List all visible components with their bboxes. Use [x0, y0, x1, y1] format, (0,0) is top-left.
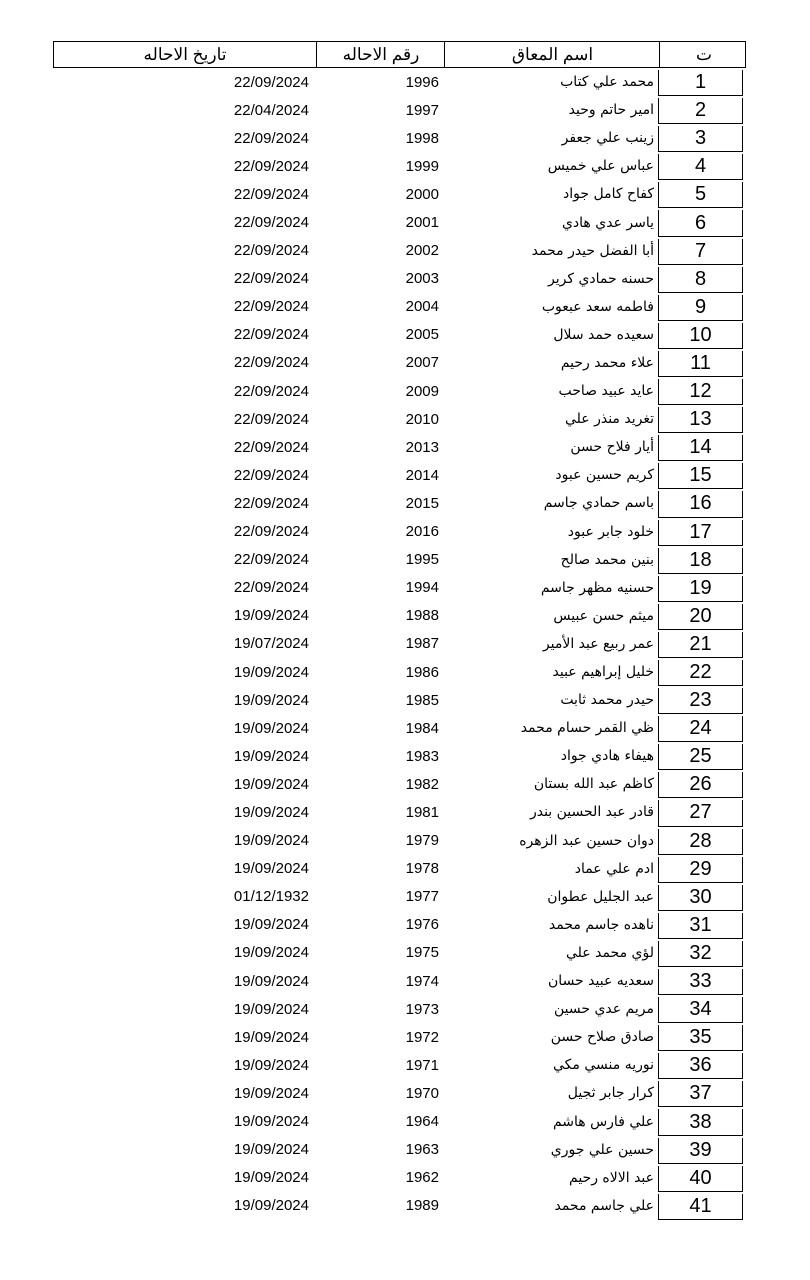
table-row: [53, 321, 746, 349]
row-index: 26: [658, 772, 743, 798]
table-row: [53, 405, 746, 433]
row-referral-date: 22/09/2024: [233, 494, 309, 512]
row-index: 9: [658, 295, 743, 321]
row-referral-date: 22/09/2024: [233, 438, 309, 456]
row-referral-number: 2007: [405, 354, 439, 372]
row-disabled-name: دوان حسين عبد الزهره: [519, 832, 654, 849]
row-index: 25: [658, 744, 743, 770]
row-disabled-name: عمر ربيع عبد الأمير: [542, 635, 654, 652]
table-row: [53, 630, 746, 658]
row-referral-number: 1979: [405, 832, 439, 850]
row-disabled-name: كريم حسين عبود: [555, 467, 654, 484]
row-referral-number: 1999: [405, 157, 439, 175]
referral-table: [53, 41, 746, 1220]
row-referral-number: 1989: [405, 1197, 439, 1215]
row-referral-number: 1996: [405, 73, 439, 91]
row-index: 13: [658, 407, 743, 433]
row-disabled-name: خلود جابر عبود: [567, 523, 654, 540]
row-index: 27: [658, 800, 743, 826]
row-referral-number: 1970: [405, 1084, 439, 1102]
row-index: 4: [658, 154, 743, 180]
table-row: [53, 1136, 746, 1164]
row-index: 2: [658, 98, 743, 124]
row-disabled-name: أيار فلاح حسن: [570, 439, 654, 456]
header-referral-date: تاريخ الاحاله: [143, 44, 227, 64]
row-referral-date: 22/09/2024: [233, 214, 309, 232]
table-row: [53, 686, 746, 714]
row-referral-date: 19/09/2024: [233, 1000, 309, 1018]
row-referral-number: 1977: [405, 888, 439, 906]
row-referral-date: 19/09/2024: [233, 775, 309, 793]
row-index: 40: [658, 1166, 743, 1192]
row-disabled-name: فاطمه سعد عبعوب: [541, 298, 654, 315]
row-referral-number: 2005: [405, 326, 439, 344]
row-disabled-name: سعيده حمد سلال: [553, 326, 654, 343]
row-disabled-name: حيدر محمد ثابت: [560, 692, 654, 709]
table-row: [53, 1164, 746, 1192]
row-referral-number: 2004: [405, 298, 439, 316]
table-row: [53, 1192, 746, 1220]
row-referral-date: 19/09/2024: [233, 916, 309, 934]
row-referral-date: 22/09/2024: [233, 242, 309, 260]
table-row: [53, 489, 746, 517]
table-row: [53, 658, 746, 686]
row-disabled-name: ميثم حسن عبيس: [553, 607, 654, 624]
row-referral-number: 1995: [405, 551, 439, 569]
row-disabled-name: صادق صلاح حسن: [550, 1029, 654, 1046]
row-index: 24: [658, 716, 743, 742]
table-row: [53, 293, 746, 321]
row-referral-number: 1998: [405, 129, 439, 147]
table-row: [53, 208, 746, 236]
row-disabled-name: علي فارس هاشم: [552, 1113, 654, 1130]
row-referral-date: 19/09/2024: [233, 1169, 309, 1187]
row-referral-date: 22/09/2024: [233, 270, 309, 288]
row-referral-date: 22/09/2024: [233, 73, 309, 91]
row-referral-number: 1986: [405, 663, 439, 681]
row-index: 41: [658, 1194, 743, 1220]
row-referral-date: 19/09/2024: [233, 832, 309, 850]
row-disabled-name: قادر عبد الحسين بندر: [529, 804, 654, 821]
row-referral-date: 22/09/2024: [233, 157, 309, 175]
row-index: 36: [658, 1053, 743, 1079]
row-index: 35: [658, 1025, 743, 1051]
table-row: [53, 265, 746, 293]
row-disabled-name: ادم علي عماد: [574, 860, 654, 877]
table-row: [53, 967, 746, 995]
table-row: [53, 883, 746, 911]
row-index: 34: [658, 997, 743, 1023]
row-index: 17: [658, 520, 743, 546]
row-referral-date: 01/12/1932: [233, 888, 309, 906]
row-disabled-name: عباس علي خميس: [547, 158, 654, 175]
row-referral-date: 19/09/2024: [233, 747, 309, 765]
row-index: 38: [658, 1109, 743, 1135]
row-referral-number: 2003: [405, 270, 439, 288]
row-referral-date: 22/09/2024: [233, 326, 309, 344]
row-index: 12: [658, 379, 743, 405]
header-disabled-name: اسم المعاق: [444, 42, 660, 67]
row-referral-number: 2002: [405, 242, 439, 260]
table-row: [53, 96, 746, 124]
row-referral-number: 1974: [405, 972, 439, 990]
row-referral-date: 19/09/2024: [233, 1141, 309, 1159]
table-row: [53, 714, 746, 742]
row-index: 7: [658, 239, 743, 265]
row-index: 11: [658, 351, 743, 377]
row-disabled-name: عبد الجليل عطوان: [547, 888, 654, 905]
row-disabled-name: نوريه منسي مكي: [553, 1057, 654, 1074]
row-index: 6: [658, 210, 743, 236]
row-referral-number: 2015: [405, 494, 439, 512]
row-referral-number: 2009: [405, 382, 439, 400]
row-referral-date: 22/09/2024: [233, 551, 309, 569]
row-index: 32: [658, 941, 743, 967]
row-referral-number: 1987: [405, 635, 439, 653]
row-index: 3: [658, 126, 743, 152]
row-index: 29: [658, 857, 743, 883]
row-index: 23: [658, 688, 743, 714]
row-index: 30: [658, 885, 743, 911]
row-disabled-name: حسنيه مظهر جاسم: [540, 579, 654, 596]
table-row: [53, 770, 746, 798]
row-referral-date: 19/09/2024: [233, 1084, 309, 1102]
row-referral-number: 1972: [405, 1028, 439, 1046]
row-referral-number: 1988: [405, 607, 439, 625]
row-referral-date: 22/04/2024: [233, 101, 309, 119]
table-row: [53, 180, 746, 208]
row-referral-number: 2013: [405, 438, 439, 456]
row-referral-number: 1982: [405, 775, 439, 793]
row-disabled-name: ظي القمر حسام محمد: [520, 720, 654, 737]
row-referral-date: 22/09/2024: [233, 523, 309, 541]
table-header: [53, 41, 746, 68]
row-referral-date: 19/09/2024: [233, 944, 309, 962]
row-disabled-name: امير حاتم وحيد: [568, 102, 654, 119]
table-row: [53, 827, 746, 855]
row-index: 10: [658, 323, 743, 349]
row-referral-date: 19/09/2024: [233, 803, 309, 821]
row-disabled-name: باسم حمادي جاسم: [543, 495, 654, 512]
row-disabled-name: تغريد منذر علي: [564, 411, 654, 428]
header-index: ت: [659, 42, 748, 67]
row-referral-date: 19/09/2024: [233, 972, 309, 990]
row-disabled-name: كاظم عبد الله بستان: [533, 776, 654, 793]
row-referral-number: 1973: [405, 1000, 439, 1018]
table-row: [53, 349, 746, 377]
row-referral-number: 1975: [405, 944, 439, 962]
table-row: [53, 518, 746, 546]
row-index: 1: [658, 70, 743, 96]
row-referral-number: 2010: [405, 410, 439, 428]
row-referral-date: 19/09/2024: [233, 1028, 309, 1046]
table-row: [53, 911, 746, 939]
table-row: [53, 742, 746, 770]
row-referral-date: 19/09/2024: [233, 1056, 309, 1074]
row-disabled-name: ياسر عدي هادي: [561, 214, 654, 231]
row-referral-number: 1978: [405, 860, 439, 878]
row-referral-date: 19/09/2024: [233, 719, 309, 737]
row-index: 37: [658, 1081, 743, 1107]
row-disabled-name: مريم عدي حسين: [553, 1001, 654, 1018]
row-referral-number: 1963: [405, 1141, 439, 1159]
row-disabled-name: خليل إبراهيم عبيد: [552, 664, 654, 681]
table-row: [53, 461, 746, 489]
row-index: 14: [658, 435, 743, 461]
table-row: [53, 152, 746, 180]
row-referral-date: 19/09/2024: [233, 860, 309, 878]
row-referral-date: 22/09/2024: [233, 185, 309, 203]
row-referral-number: 1971: [405, 1056, 439, 1074]
row-index: 16: [658, 491, 743, 517]
row-referral-date: 22/09/2024: [233, 354, 309, 372]
row-disabled-name: علي جاسم محمد: [554, 1197, 654, 1214]
table-row: [53, 68, 746, 96]
table-row: [53, 1107, 746, 1135]
row-referral-number: 2016: [405, 523, 439, 541]
row-index: 5: [658, 182, 743, 208]
row-referral-number: 1964: [405, 1113, 439, 1131]
row-index: 39: [658, 1138, 743, 1164]
row-disabled-name: زينب علي جعفر: [561, 130, 654, 147]
row-index: 19: [658, 576, 743, 602]
row-index: 31: [658, 913, 743, 939]
row-disabled-name: هيفاء هادي جواد: [560, 748, 654, 765]
row-referral-date: 22/09/2024: [233, 382, 309, 400]
row-disabled-name: كرار جابر ثجيل: [567, 1085, 654, 1102]
row-index: 8: [658, 267, 743, 293]
row-referral-number: 1981: [405, 803, 439, 821]
table-body: [53, 68, 746, 1220]
row-disabled-name: لؤي محمد علي: [566, 944, 654, 961]
row-referral-date: 22/09/2024: [233, 410, 309, 428]
row-referral-number: 1983: [405, 747, 439, 765]
table-row: [53, 995, 746, 1023]
row-referral-date: 22/09/2024: [233, 129, 309, 147]
row-disabled-name: حسنه حمادي كرير: [548, 270, 654, 287]
table-row: [53, 546, 746, 574]
row-index: 28: [658, 829, 743, 855]
row-referral-number: 2000: [405, 185, 439, 203]
row-referral-date: 19/09/2024: [233, 1113, 309, 1131]
row-index: 22: [658, 660, 743, 686]
table-row: [53, 939, 746, 967]
row-referral-number: 1997: [405, 101, 439, 119]
row-referral-number: 1976: [405, 916, 439, 934]
row-referral-number: 1984: [405, 719, 439, 737]
row-disabled-name: محمد علي كتاب: [560, 74, 654, 91]
row-referral-number: 1994: [405, 579, 439, 597]
row-referral-date: 22/09/2024: [233, 466, 309, 484]
row-disabled-name: سعديه عبيد حسان: [548, 973, 654, 990]
table-row: [53, 855, 746, 883]
table-row: [53, 1079, 746, 1107]
row-index: 33: [658, 969, 743, 995]
row-disabled-name: بنين محمد صالح: [560, 551, 654, 568]
row-referral-number: 2001: [405, 214, 439, 232]
row-referral-date: 19/09/2024: [233, 1197, 309, 1215]
row-index: 18: [658, 548, 743, 574]
table-row: [53, 1051, 746, 1079]
table-row: [53, 124, 746, 152]
row-disabled-name: عايد عبيد صاحب: [558, 383, 654, 400]
row-referral-date: 19/07/2024: [233, 635, 309, 653]
table-row: [53, 433, 746, 461]
row-referral-date: 19/09/2024: [233, 607, 309, 625]
table-row: [53, 237, 746, 265]
table-row: [53, 1023, 746, 1051]
header-referral-number: رقم الاحاله: [316, 42, 445, 67]
row-disabled-name: علاء محمد رحيم: [560, 354, 654, 371]
row-referral-date: 22/09/2024: [233, 298, 309, 316]
table-row: [53, 377, 746, 405]
row-disabled-name: كفاح كامل جواد: [563, 186, 654, 203]
row-referral-date: 19/09/2024: [233, 691, 309, 709]
row-disabled-name: أبا الفضل حيدر محمد: [531, 242, 654, 259]
row-referral-date: 22/09/2024: [233, 579, 309, 597]
row-disabled-name: ناهده جاسم محمد: [548, 916, 654, 933]
row-referral-date: 19/09/2024: [233, 663, 309, 681]
row-referral-number: 2014: [405, 466, 439, 484]
row-disabled-name: حسين علي جوري: [550, 1141, 654, 1158]
table-row: [53, 574, 746, 602]
row-index: 20: [658, 604, 743, 630]
table-row: [53, 602, 746, 630]
row-index: 21: [658, 632, 743, 658]
row-referral-number: 1985: [405, 691, 439, 709]
row-disabled-name: عبد الالاه رحيم: [569, 1169, 654, 1186]
table-row: [53, 798, 746, 826]
row-index: 15: [658, 463, 743, 489]
row-referral-number: 1962: [405, 1169, 439, 1187]
